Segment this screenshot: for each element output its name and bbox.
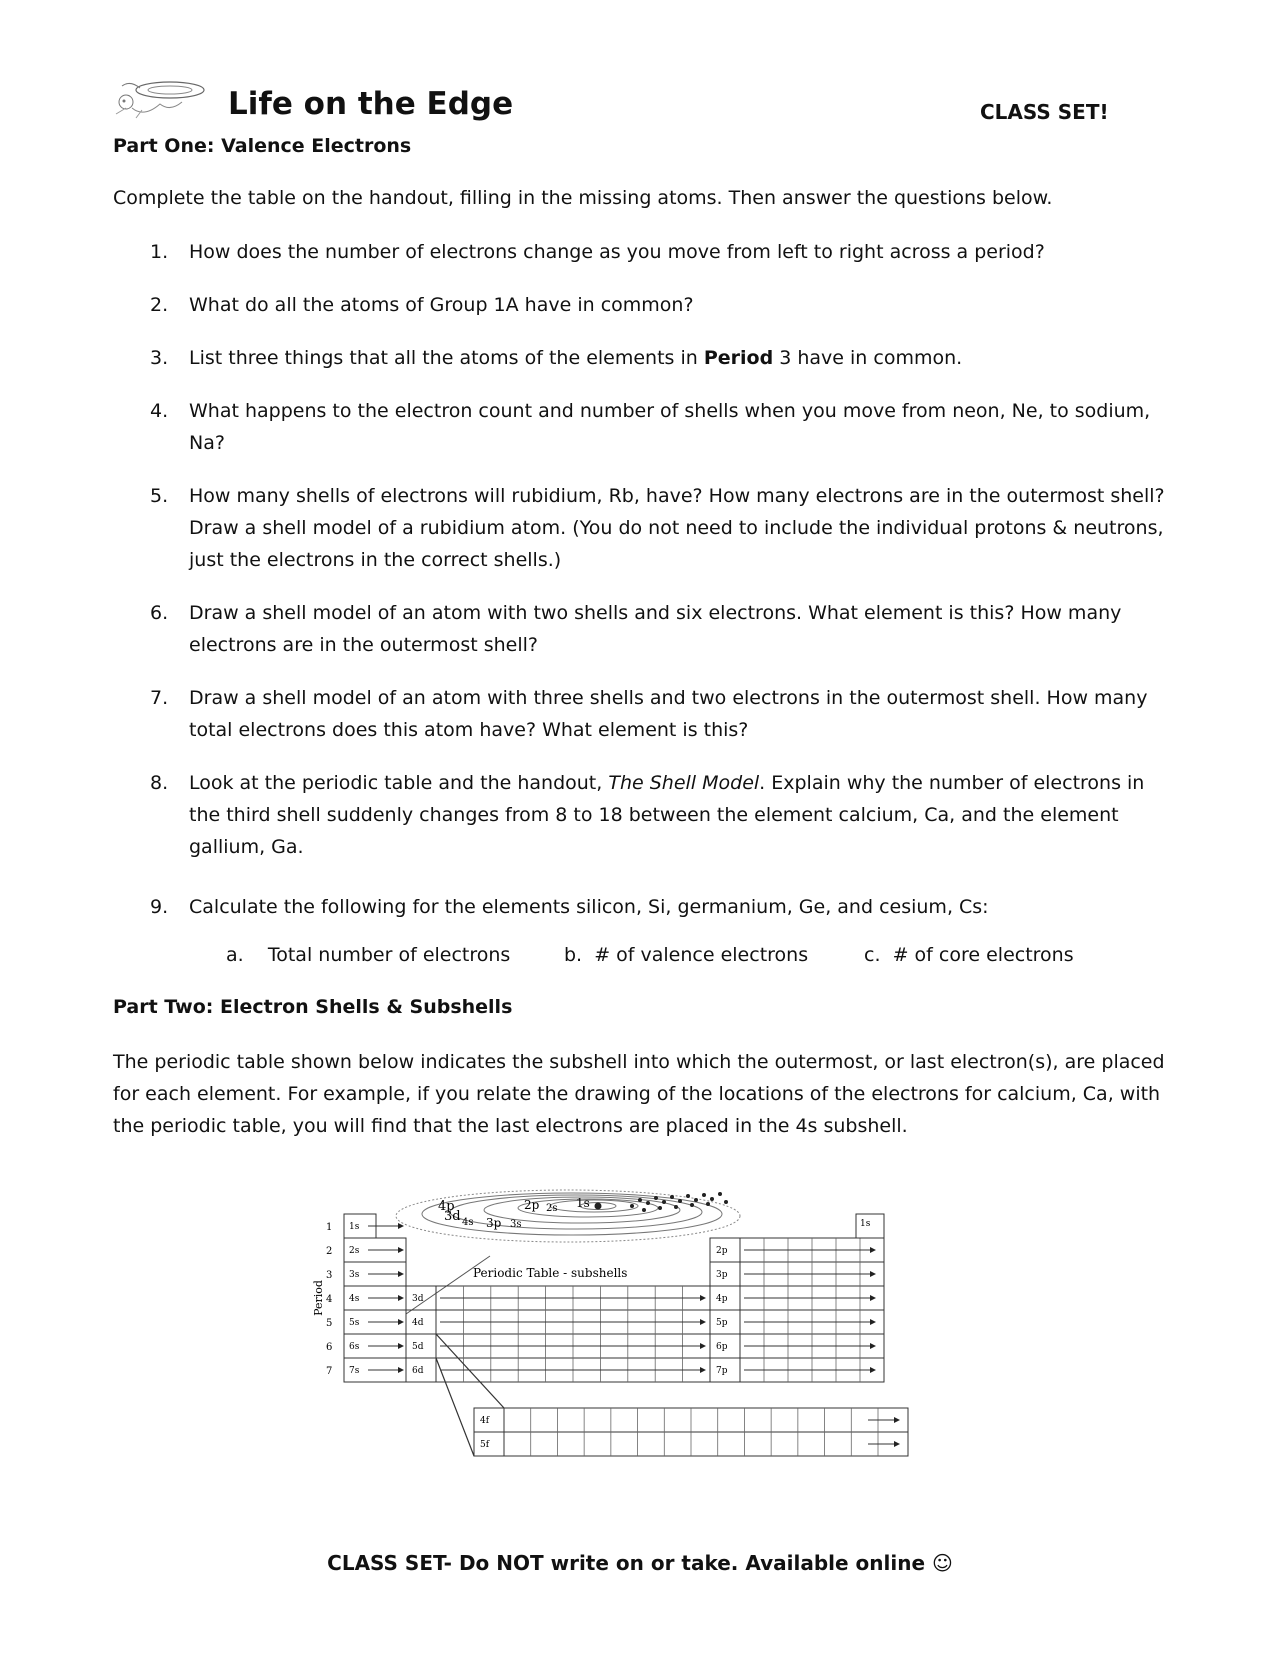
subshell-label-f: 4f [480, 1416, 490, 1426]
question-7 [150, 682, 1180, 746]
subshell-label-d: 6d [412, 1366, 424, 1376]
question-text: How does the number of electrons change as you move from left to right across a period? [189, 241, 1045, 263]
subshell-label-f: 5f [480, 1440, 490, 1450]
footer-notice: CLASS SET- Do NOT write on or take. Available online ☺ [327, 1551, 953, 1575]
question-text: Look at the periodic table and the handout, The Shell Model. Explain why the number of electrons in the third shell suddenly changes from 8 to 18 between the element calcium, Ca, and the element gallium, Ga. [189, 772, 1145, 858]
question-6 [150, 597, 1180, 661]
subshell-label-p: 7p [716, 1366, 728, 1376]
period-number: 1 [326, 1222, 333, 1233]
period-number: 4 [326, 1294, 333, 1305]
period-axis-label: Period [312, 1280, 325, 1316]
question-text: Calculate the following for the elements silicon, Si, germanium, Ge, and cesium, Cs: [189, 896, 989, 918]
part-one-intro: Complete the table on the handout, filling in the missing atoms. Then answer the questions below. [113, 187, 1053, 209]
decorative-doodle-icon [112, 74, 212, 124]
question-number: 2. [150, 294, 169, 316]
question-number: 1. [150, 241, 169, 263]
question-text: Draw a shell model of an atom with two shells and six electrons. What element is this? How many electrons are in the outermost shell? [189, 602, 1122, 656]
part-two-paragraph: The periodic table shown below indicates the subshell into which the outermost, or last electron(s), are placed for each element. For example, if you relate the drawing of the locations of the electrons for calcium, Ca, with the periodic table, you will find that the last electrons are placed in the 4s subshell. [113, 1051, 1165, 1137]
orbit-label-3s: 3s [510, 1219, 522, 1230]
orbit-label-2s: 2s [546, 1203, 558, 1214]
subshell-label-s: 7s [349, 1366, 360, 1376]
question-9 [150, 891, 1180, 923]
subshell-label-p: 2p [716, 1246, 728, 1256]
subshell-label-p: 4p [716, 1294, 728, 1304]
period-number: 5 [326, 1318, 333, 1329]
subshell-label-s: 5s [349, 1318, 360, 1328]
period-number: 7 [326, 1366, 333, 1377]
figure-caption: Periodic Table - subshells [473, 1266, 628, 1280]
subshell-label-d: 3d [412, 1294, 424, 1304]
question-number: 4. [150, 400, 169, 422]
question-number: 6. [150, 602, 169, 624]
class-set-label: CLASS SET! [980, 100, 1109, 124]
periodic-table-grid [344, 1214, 908, 1456]
part-two-heading: Part Two: Electron Shells & Subshells [113, 996, 513, 1018]
emphasis-period: Period [703, 347, 774, 369]
question-number: 8. [150, 772, 169, 794]
question-1 [150, 236, 1180, 268]
question-number: 7. [150, 687, 169, 709]
orbit-label-2p: 2p [524, 1198, 540, 1212]
subitem-b: b. # of valence electrons [564, 944, 809, 966]
orbit-label-3d: 3d [444, 1209, 461, 1224]
subshell-label-p: 6p [716, 1342, 728, 1352]
subshell-label-s: 4s [349, 1294, 360, 1304]
question-text: What happens to the electron count and number of shells when you move from neon, Ne, to sodium, Na? [189, 400, 1151, 454]
period-number: 3 [326, 1270, 333, 1281]
orbit-label-1s: 1s [576, 1196, 590, 1210]
period-number: 2 [326, 1246, 333, 1257]
subshell-label-s: 6s [349, 1342, 360, 1352]
question-5 [150, 480, 1180, 576]
question-text: List three things that all the atoms of the elements in Period 3 have in common. [189, 347, 963, 369]
subshell-label-d: 5d [412, 1342, 424, 1352]
question-3 [150, 342, 1180, 374]
emphasis-shell-model: The Shell Model [608, 772, 760, 794]
periodic-table-subshells-figure [310, 1188, 970, 1518]
question-number: 3. [150, 347, 169, 369]
question-text: What do all the atoms of Group 1A have in common? [189, 294, 694, 316]
question-text: How many shells of electrons will rubidium, Rb, have? How many electrons are in the outermost shell? Draw a shell model of a rubidium atom. (You do not need to include the individual protons & neutrons, just the electrons in the correct shells.) [189, 485, 1165, 571]
question-text: Draw a shell model of an atom with three shells and two electrons in the outermost shell. How many total electrons does this atom have? What element is this? [189, 687, 1148, 741]
subshell-label-s: 1s [349, 1222, 360, 1232]
question-4 [150, 395, 1180, 459]
question-2 [150, 289, 1180, 321]
page-title: Life on the Edge [228, 86, 514, 122]
subshell-label-he: 1s [860, 1219, 871, 1229]
orbit-label-3p: 3p [486, 1216, 502, 1230]
subshell-label-s: 2s [349, 1246, 360, 1256]
subshell-label-p: 5p [716, 1318, 728, 1328]
subshell-label-d: 4d [412, 1318, 424, 1328]
subshell-label-s: 3s [349, 1270, 360, 1280]
question-8 [150, 767, 1180, 863]
subitem-a: a. Total number of electrons [226, 944, 511, 966]
question-number: 9. [150, 896, 169, 918]
period-number: 6 [326, 1342, 333, 1353]
subitem-c: c. # of core electrons [864, 944, 1074, 966]
period-numbers [326, 1222, 332, 1377]
orbit-label-4s: 4s [462, 1217, 474, 1228]
orbit-label-4p: 4p [438, 1199, 455, 1214]
part-one-heading: Part One: Valence Electrons [113, 135, 412, 157]
question-number: 5. [150, 485, 169, 507]
subshell-label-p: 3p [716, 1270, 728, 1280]
